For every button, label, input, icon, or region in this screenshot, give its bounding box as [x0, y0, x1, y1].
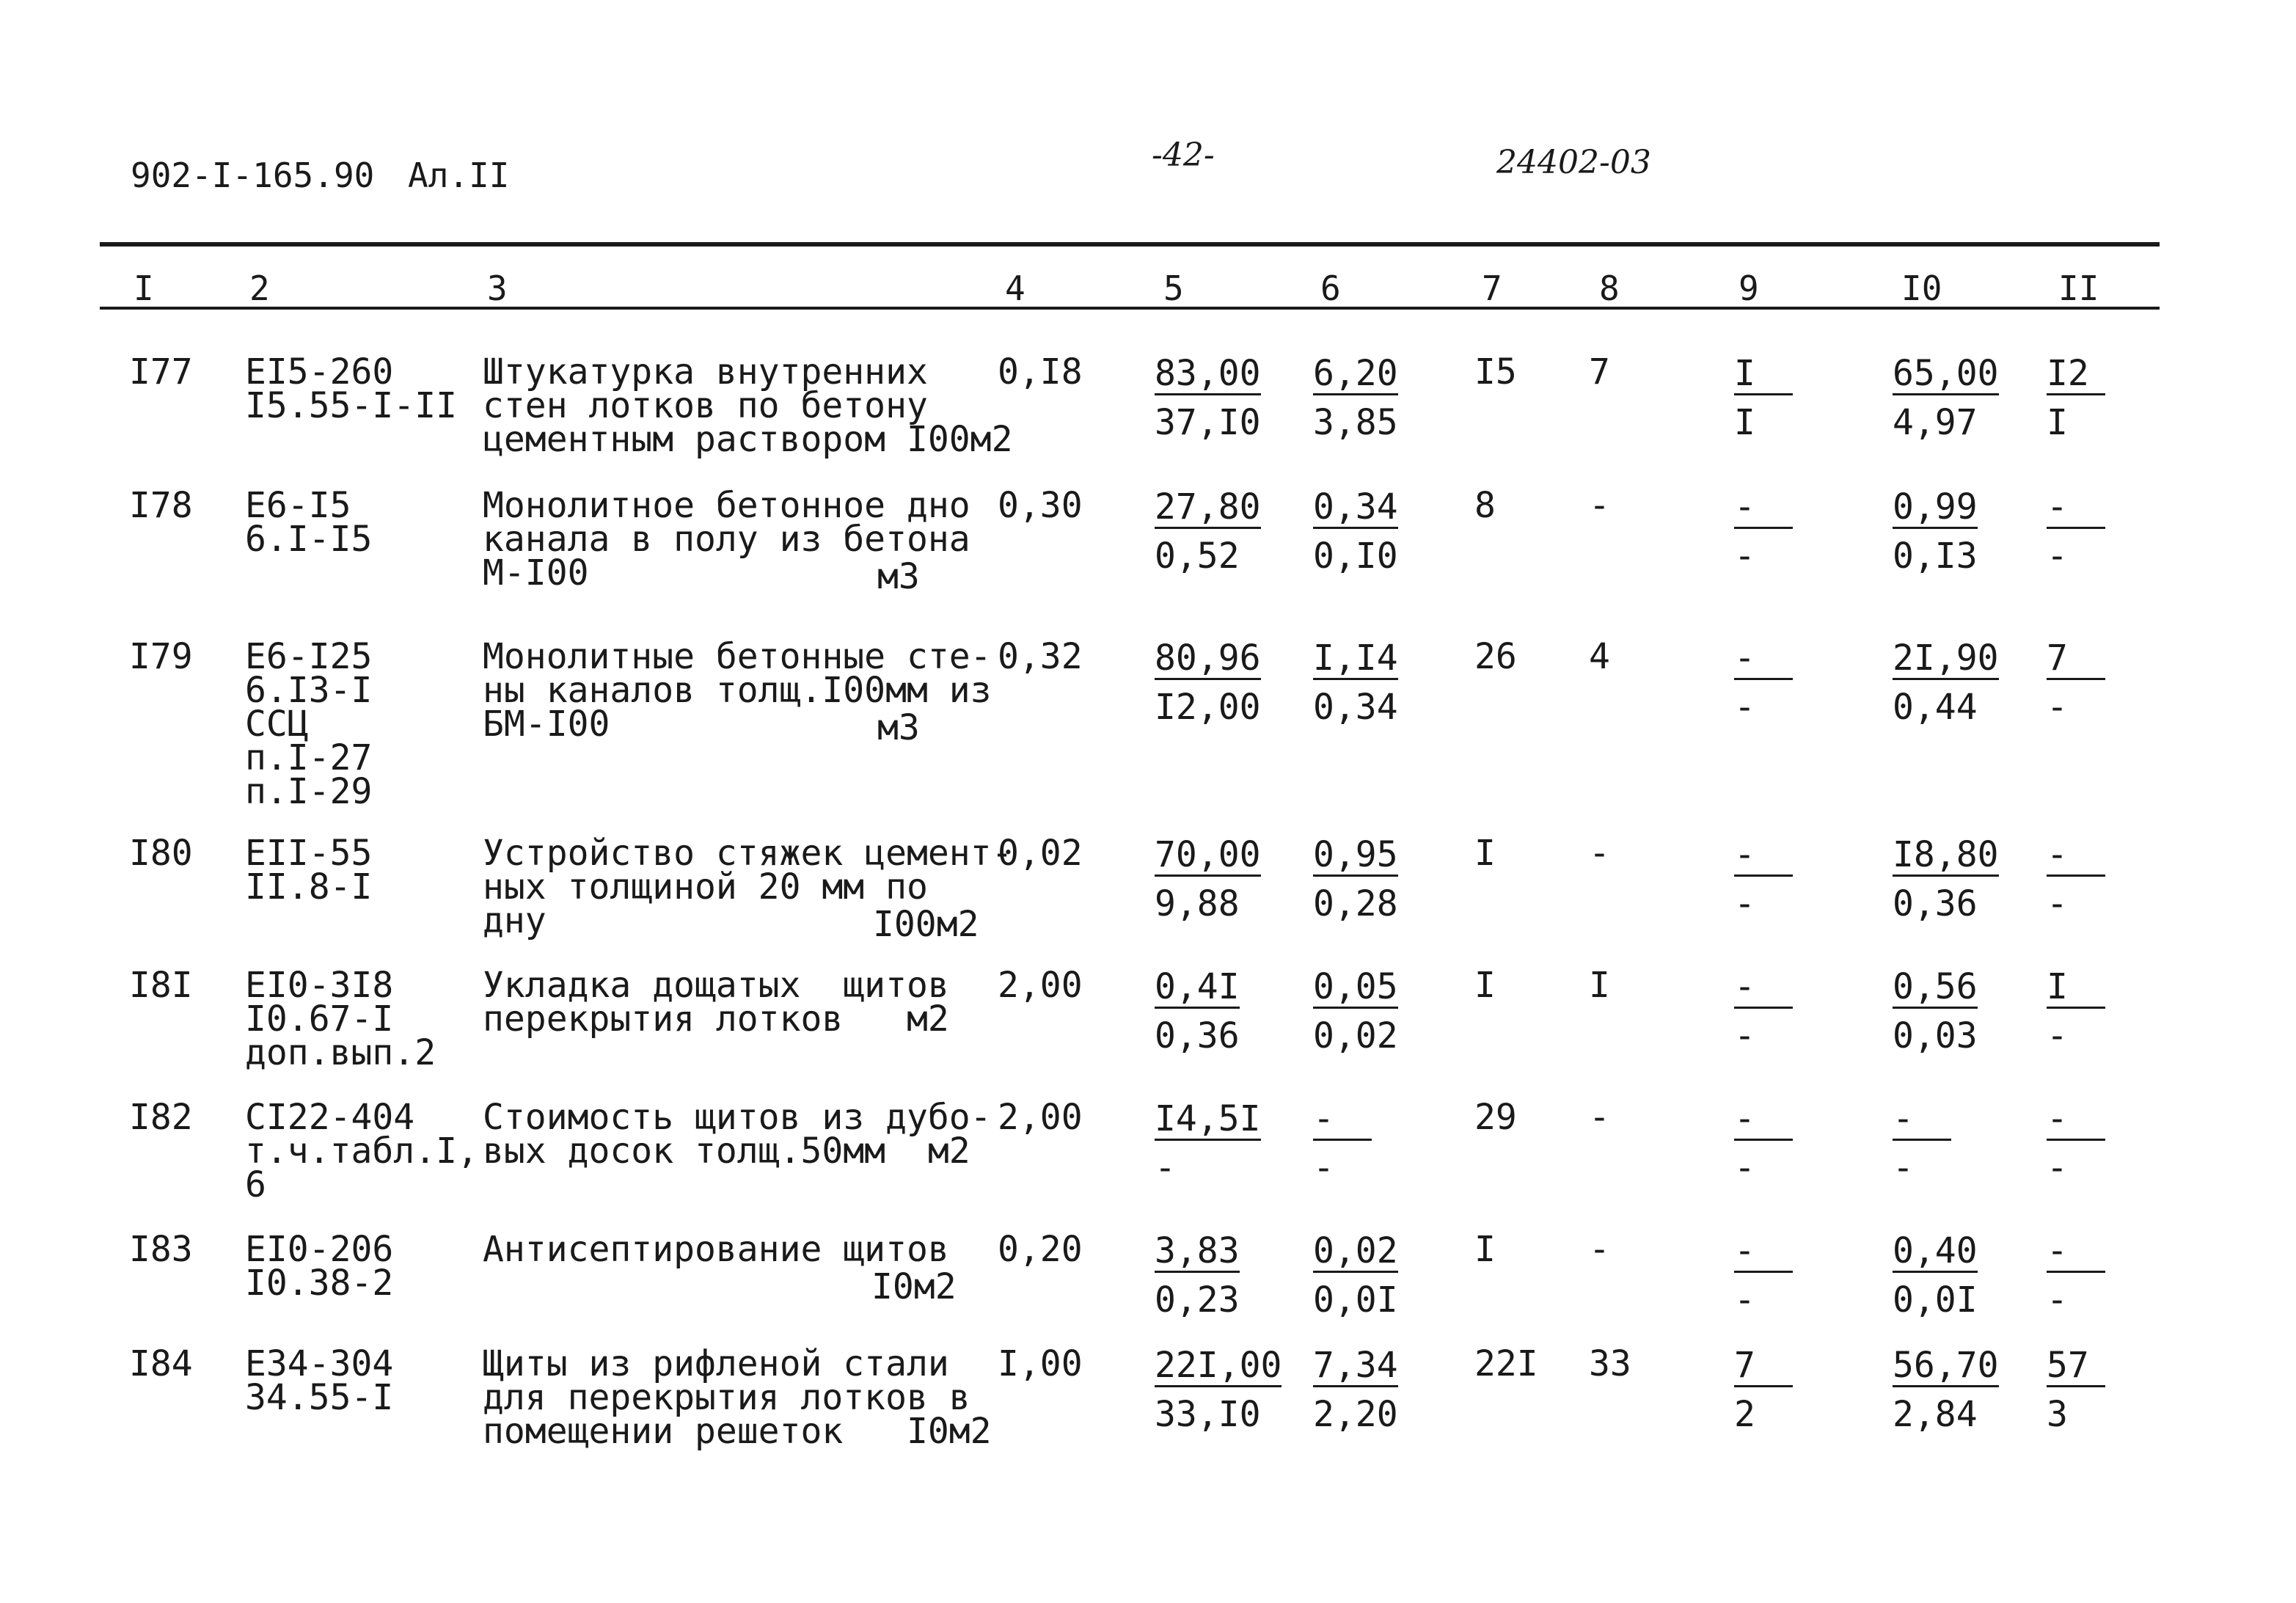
- description-line: для перекрытия лотков в: [483, 1377, 970, 1418]
- norm-code-line: доп.вып.2: [245, 1032, 436, 1073]
- description-line: ны каналов толщ.I00мм из: [483, 670, 992, 711]
- fraction-denominator: -: [2047, 1279, 2068, 1321]
- fraction-denominator: 0,44: [1893, 687, 1978, 728]
- cost-fraction: [1893, 1347, 1999, 1433]
- norm-code-line: E6-I25: [245, 636, 373, 677]
- norm-code: [245, 1343, 394, 1418]
- row-number: I77: [129, 351, 193, 392]
- fraction-numerator: -: [1893, 1100, 1951, 1141]
- fraction-denominator: I: [1734, 402, 1755, 443]
- fraction-denominator: -: [1313, 1147, 1334, 1188]
- cost-fraction: [1313, 1347, 1398, 1433]
- fraction-denominator: 0,0I: [1893, 1279, 1978, 1321]
- fraction-numerator: 7: [1734, 1347, 1793, 1387]
- norm-code: [245, 833, 373, 908]
- fraction-numerator: 7: [2047, 640, 2105, 680]
- cost-fraction: [1313, 836, 1398, 922]
- quantity: 0,32: [998, 636, 1083, 677]
- row-number: I82: [129, 1097, 193, 1138]
- description-line: вых досок толщ.50мм м2: [483, 1131, 970, 1172]
- cost-fraction: [1155, 836, 1261, 922]
- cost-fraction: [2047, 836, 2105, 922]
- column-header: 9: [1739, 269, 1759, 308]
- cost-fraction: [2047, 486, 2105, 577]
- fraction-denominator: -: [2047, 536, 2068, 577]
- description-line: Щиты из рифленой стали: [483, 1343, 949, 1384]
- fraction-denominator: 0,I3: [1893, 536, 1978, 577]
- norm-code-line: 34.55-I: [245, 1377, 394, 1418]
- fraction-denominator: -: [1734, 687, 1755, 728]
- fraction-numerator: -: [1734, 1233, 1793, 1273]
- cost-fraction: [1155, 486, 1261, 577]
- fraction-denominator: 0,36: [1893, 883, 1978, 924]
- norm-code-line: п.I-27: [245, 737, 373, 778]
- description-line: Монолитное бетонное дно: [483, 485, 970, 526]
- column-8-value: I: [1589, 965, 1610, 1006]
- fraction-denominator: 0,02: [1313, 1015, 1398, 1056]
- fraction-numerator: 80,96: [1155, 638, 1261, 679]
- fraction-numerator: 0,34: [1313, 486, 1398, 527]
- cost-fraction: [2047, 1100, 2105, 1186]
- fraction-denominator: -: [1734, 1015, 1755, 1056]
- fraction-denominator: I: [2047, 402, 2068, 443]
- cost-fraction: [1734, 640, 1793, 726]
- fraction-numerator: 56,70: [1893, 1345, 1999, 1386]
- fraction-numerator: 65,00: [1893, 353, 1999, 394]
- column-8-value: -: [1589, 1229, 1610, 1270]
- description-line: Антисептирование щитов: [483, 1229, 949, 1270]
- fraction-denominator: 2,20: [1313, 1394, 1398, 1435]
- column-7-value: I: [1474, 1229, 1496, 1270]
- fraction-numerator: -: [2047, 489, 2105, 529]
- unit-of-measure: м3: [877, 707, 920, 748]
- cost-fraction: [1893, 640, 1999, 726]
- cost-fraction: [1155, 355, 1261, 441]
- description-line: дну: [483, 900, 546, 941]
- norm-code: [245, 1097, 478, 1205]
- quantity: 0,02: [998, 833, 1083, 874]
- cost-fraction: [1313, 640, 1398, 726]
- fraction-denominator: 0,36: [1155, 1015, 1240, 1056]
- norm-code-line: I0.67-I: [245, 998, 394, 1040]
- fraction-denominator: 0,0I: [1313, 1279, 1398, 1321]
- cost-fraction: [1313, 1100, 1372, 1186]
- norm-code-line: EII-55: [245, 833, 373, 874]
- column-8-value: -: [1589, 833, 1610, 874]
- row-number: I80: [129, 833, 193, 874]
- cost-fraction: [1893, 486, 1978, 577]
- column-header: 7: [1482, 269, 1502, 308]
- norm-code: [245, 636, 373, 812]
- column-header: 4: [1005, 269, 1025, 308]
- cost-fraction: [1734, 1230, 1793, 1321]
- fraction-denominator: 0,I0: [1313, 536, 1398, 577]
- cost-fraction: [1734, 968, 1793, 1054]
- fraction-numerator: I4,5I: [1155, 1098, 1261, 1139]
- column-header: 2: [249, 269, 270, 308]
- fraction-denominator: 0,28: [1313, 883, 1398, 924]
- description-line: ных толщиной 20 мм по: [483, 866, 928, 908]
- column-header: I: [134, 269, 154, 308]
- column-header: 8: [1599, 269, 1620, 308]
- quantity: 2,00: [998, 965, 1083, 1006]
- norm-code-line: п.I-29: [245, 771, 373, 812]
- quantity: I,00: [998, 1343, 1083, 1384]
- description-line: канала в полу из бетона: [483, 519, 970, 560]
- fraction-numerator: 7,34: [1313, 1345, 1398, 1386]
- cost-fraction: [1313, 486, 1398, 577]
- description-line: стен лотков по бетону: [483, 385, 928, 426]
- norm-code-line: E6-I5: [245, 485, 351, 526]
- description-line: Укладка дощатых щитов: [483, 965, 949, 1006]
- cost-fraction: [1734, 1100, 1793, 1186]
- norm-code-line: II.8-I: [245, 866, 373, 908]
- cost-fraction: [1893, 1230, 1978, 1321]
- fraction-numerator: -: [1734, 640, 1793, 680]
- quantity: 0,30: [998, 485, 1083, 526]
- fraction-numerator: 0,05: [1313, 966, 1398, 1007]
- fraction-denominator: 9,88: [1155, 883, 1240, 924]
- column-7-value: I: [1474, 833, 1496, 874]
- cost-fraction: [1155, 640, 1261, 726]
- column-header: 5: [1163, 269, 1184, 308]
- cost-fraction: [1155, 1230, 1240, 1321]
- document-code: 902-I-165.90: [131, 156, 375, 195]
- description-line: цементным раствором I00м2: [483, 419, 1013, 460]
- description-line: Штукатурка внутренних: [483, 351, 928, 392]
- fraction-numerator: 0,56: [1893, 966, 1978, 1007]
- fraction-numerator: 22I,00: [1155, 1345, 1282, 1386]
- work-description: [483, 351, 1013, 460]
- column-8-value: 7: [1589, 351, 1610, 392]
- norm-code-line: I0.38-2: [245, 1263, 394, 1304]
- column-7-value: I: [1474, 965, 1496, 1006]
- fraction-denominator: 3: [2047, 1394, 2068, 1435]
- column-8-value: 33: [1589, 1343, 1631, 1384]
- column-header: I0: [1901, 269, 1942, 308]
- fraction-numerator: -: [2047, 836, 2105, 877]
- fraction-numerator: -: [1734, 836, 1793, 877]
- fraction-denominator: -: [2047, 883, 2068, 924]
- fraction-numerator: 2I,90: [1893, 638, 1999, 679]
- description-line: Стоимость щитов из дубо-: [483, 1097, 992, 1138]
- fraction-denominator: -: [1155, 1147, 1176, 1188]
- fraction-denominator: 2: [1734, 1394, 1755, 1435]
- cost-fraction: [1893, 836, 1999, 922]
- fraction-numerator: -: [2047, 1233, 2105, 1273]
- quantity: 0,I8: [998, 351, 1083, 392]
- norm-code-line: 6.I3-I: [245, 670, 373, 711]
- quantity: 0,20: [998, 1229, 1083, 1270]
- work-description: [483, 1229, 949, 1270]
- fraction-numerator: 3,83: [1155, 1230, 1240, 1271]
- fraction-numerator: -: [2047, 1100, 2105, 1141]
- cost-fraction: [1734, 836, 1793, 922]
- column-header: 6: [1320, 269, 1341, 308]
- fraction-numerator: 70,00: [1155, 834, 1261, 875]
- description-line: М-I00: [483, 552, 589, 594]
- cost-fraction: [1155, 1100, 1261, 1186]
- fraction-numerator: 27,80: [1155, 486, 1261, 527]
- cost-fraction: [1734, 355, 1793, 441]
- fraction-denominator: -: [1734, 1279, 1755, 1321]
- fraction-denominator: -: [2047, 1147, 2068, 1188]
- fraction-numerator: -: [1734, 1100, 1793, 1141]
- norm-code-line: I5.55-I-II: [245, 385, 457, 426]
- fraction-numerator: 83,00: [1155, 353, 1261, 394]
- row-number: I8I: [129, 965, 193, 1006]
- fraction-numerator: 57: [2047, 1347, 2105, 1387]
- fraction-numerator: 0,99: [1893, 486, 1978, 527]
- fraction-numerator: 6,20: [1313, 353, 1398, 394]
- cost-fraction: [1734, 486, 1793, 577]
- norm-code-line: ССЦ: [245, 704, 309, 745]
- fraction-denominator: 0,03: [1893, 1015, 1978, 1056]
- description-line: перекрытия лотков м2: [483, 998, 949, 1040]
- fraction-denominator: -: [1734, 883, 1755, 924]
- column-header: 3: [487, 269, 508, 308]
- column-7-value: 8: [1474, 485, 1496, 526]
- work-description: [483, 1343, 992, 1452]
- column-7-value: 29: [1474, 1097, 1517, 1138]
- description-line: Монолитные бетонные сте-: [483, 636, 992, 677]
- cost-fraction: [2047, 1347, 2105, 1433]
- norm-code-line: т.ч.табл.I,: [245, 1131, 478, 1172]
- fraction-denominator: I2,00: [1155, 687, 1261, 728]
- table-header-rule: [100, 307, 2160, 310]
- column-8-value: -: [1589, 485, 1610, 526]
- work-description: [483, 965, 949, 1040]
- column-7-value: 26: [1474, 636, 1517, 677]
- norm-code: [245, 965, 436, 1073]
- cost-fraction: [2047, 640, 2105, 726]
- fraction-numerator: I: [2047, 968, 2105, 1009]
- quantity: 2,00: [998, 1097, 1083, 1138]
- column-header: II: [2058, 269, 2099, 308]
- cost-fraction: [1155, 968, 1240, 1054]
- fraction-numerator: 0,95: [1313, 834, 1398, 875]
- cost-fraction: [1734, 1347, 1793, 1433]
- norm-code-line: 6: [245, 1164, 266, 1205]
- fraction-denominator: 0,23: [1155, 1279, 1240, 1321]
- cost-fraction: [1893, 968, 1978, 1054]
- album-number: Ал.II: [408, 156, 510, 195]
- norm-code: [245, 1229, 394, 1304]
- page-number: -42-: [1152, 136, 1215, 174]
- fraction-numerator: 0,02: [1313, 1230, 1398, 1271]
- norm-code-line: EI0-206: [245, 1229, 394, 1270]
- fraction-denominator: 33,I0: [1155, 1394, 1261, 1435]
- fraction-denominator: -: [1893, 1147, 1914, 1188]
- fraction-numerator: 0,40: [1893, 1230, 1978, 1271]
- cost-fraction: [1313, 355, 1398, 441]
- fraction-denominator: -: [1734, 1147, 1755, 1188]
- table-top-rule: [100, 242, 2160, 247]
- description-line: БМ-I00: [483, 704, 610, 745]
- norm-code-line: EI0-3I8: [245, 965, 394, 1006]
- fraction-denominator: 0,52: [1155, 536, 1240, 577]
- description-line: помещении решеток I0м2: [483, 1411, 992, 1452]
- fraction-numerator: 0,4I: [1155, 966, 1240, 1007]
- unit-of-measure: I00м2: [873, 904, 979, 945]
- row-number: I79: [129, 636, 193, 677]
- fraction-numerator: -: [1734, 968, 1793, 1009]
- cost-fraction: [1313, 1230, 1398, 1321]
- fraction-denominator: -: [1734, 536, 1755, 577]
- fraction-numerator: I: [1734, 355, 1793, 395]
- fraction-denominator: 37,I0: [1155, 402, 1261, 443]
- cost-fraction: [1893, 355, 1999, 441]
- fraction-numerator: -: [1734, 489, 1793, 529]
- row-number: I83: [129, 1229, 193, 1270]
- cost-fraction: [2047, 355, 2105, 441]
- fraction-denominator: 3,85: [1313, 402, 1398, 443]
- fraction-numerator: -: [1313, 1100, 1372, 1141]
- cost-fraction: [1893, 1100, 1951, 1186]
- norm-code-line: E34-304: [245, 1343, 394, 1384]
- column-8-value: 4: [1589, 636, 1610, 677]
- fraction-numerator: I8,80: [1893, 834, 1999, 875]
- fraction-numerator: I2: [2047, 355, 2105, 395]
- column-7-value: 22I: [1474, 1343, 1538, 1384]
- cost-fraction: [2047, 1230, 2105, 1321]
- row-number: I84: [129, 1343, 193, 1384]
- unit-of-measure: I0м2: [871, 1266, 957, 1307]
- fraction-denominator: 2,84: [1893, 1394, 1978, 1435]
- fraction-denominator: -: [2047, 687, 2068, 728]
- cost-fraction: [2047, 968, 2105, 1054]
- work-description: [483, 1097, 992, 1172]
- column-7-value: I5: [1474, 351, 1517, 392]
- cost-fraction: [1313, 968, 1398, 1054]
- row-number: I78: [129, 485, 193, 526]
- cost-fraction: [1155, 1347, 1282, 1433]
- fraction-denominator: -: [2047, 1015, 2068, 1056]
- reference-number: 24402-03: [1496, 144, 1651, 181]
- norm-code: [245, 351, 457, 426]
- norm-code-line: 6.I-I5: [245, 519, 373, 560]
- fraction-denominator: 0,34: [1313, 687, 1398, 728]
- description-line: Устройство стяжек цемент-: [483, 833, 1013, 874]
- fraction-numerator: I,I4: [1313, 638, 1398, 679]
- norm-code: [245, 485, 373, 560]
- column-8-value: -: [1589, 1097, 1610, 1138]
- norm-code-line: EI5-260: [245, 351, 394, 392]
- fraction-denominator: 4,97: [1893, 402, 1978, 443]
- unit-of-measure: м3: [877, 556, 920, 597]
- norm-code-line: CI22-404: [245, 1097, 415, 1138]
